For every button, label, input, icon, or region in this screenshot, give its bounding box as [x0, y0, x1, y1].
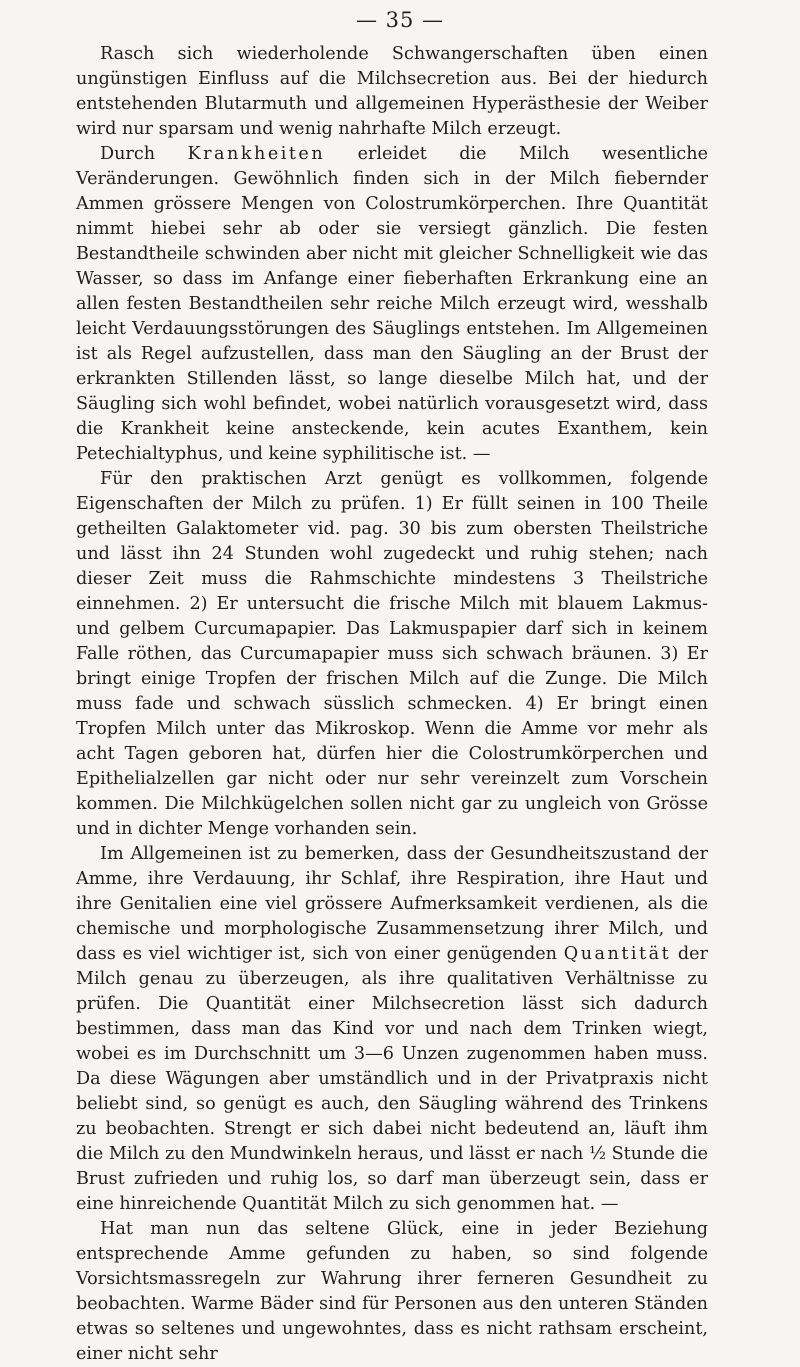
paragraph-text: erleidet die Milch wesentliche Veränderungen. Gewöhnlich finden sich in der Milch fiebernder Ammen grössere Mengen von Colostrumkörperchen. Ihre Quantität nimmt hiebei sehr ab oder sie versiegt gänzlich. Die festen Bestandtheile schwinden aber nicht mit gleicher Schnelligkeit wie das Wasser, so dass im Anfange einer fieberhaften Erkrankung eine an allen festen Bestandtheilen sehr reiche Milch erzeugt wird, wesshalb leicht Verdauungsstörungen des Säuglings entstehen. Im Allgemeinen ist als Regel aufzustellen, dass man den Säugling an der Brust der erkrankten Stillenden lässt, so lange dieselbe Milch hat, und der Säugling sich wohl befindet, wobei natürlich vorausgesetzt wird, dass die Krankheit keine ansteckende, kein acutes Exanthem, kein Petechialtyphus, und keine syphilitische ist. —: [76, 144, 708, 464]
body-text: [76, 42, 708, 1367]
emphasized-word: Krankheiten: [187, 144, 326, 164]
page-number: — 35 —: [355, 8, 445, 32]
paragraph-precautions: [76, 1217, 708, 1367]
emphasized-word: Quantität: [563, 944, 672, 964]
paragraph-lead: Durch: [100, 144, 188, 164]
paragraph-text: Für den praktischen Arzt genügt es vollkommen, folgende Eigenschaften der Milch zu prüfen. 1) Er füllt seinen in 100 Theile getheilten Galaktometer vid. pag. 30 bis zum obersten Theilstriche und lässt ihn 24 Stunden wohl zugedeckt und ruhig stehen; nach dieser Zeit muss die Rahmschichte mindestens 3 Theilstriche einnehmen. 2) Er untersucht die frische Milch mit blauem Lakmus- und gelbem Curcumapapier. Das Lakmuspapier darf sich in keinem Falle röthen, das Curcumapapier muss sich schwach bräunen. 3) Er bringt einige Tropfen der frischen Milch auf die Zunge. Die Milch muss fade und schwach süsslich schmecken. 4) Er bringt einen Tropfen Milch unter das Mikroskop. Wenn die Amme vor mehr als acht Tagen geboren hat, dürfen hier die Colostrumkörperchen und Epithelialzellen gar nicht oder nur sehr vereinzelt zum Vorschein kommen. Die Milchkügelchen sollen nicht gar zu ungleich von Grösse und in dichter Menge vorhanden sein.: [76, 469, 708, 839]
paragraph-text: der Milch genau zu überzeugen, als ihre qualitativen Verhältnisse zu prüfen. Die Quantität einer Milchsecretion lässt sich dadurch bestimmen, dass man das Kind vor und nach dem Trinken wiegt, wobei es im Durchschnitt um 3—6 Unzen zugenommen haben muss. Da diese Wägungen aber umständlich und in der Privatpraxis nicht beliebt sind, so genügt es auch, den Säugling während des Trinkens zu beobachten. Strengt er sich dabei nicht bedeutend an, läuft ihm die Milch zu den Mundwinkeln heraus, und lässt er nach ½ Stunde die Brust zufrieden und ruhig los, so darf man überzeugt sein, dass er eine hinreichende Quantität Milch zu sich genommen hat. —: [76, 944, 708, 1214]
paragraph-health-quantity: [76, 842, 708, 1217]
paragraph-text: Rasch sich wiederholende Schwangerschaften üben einen ungünstigen Einfluss auf die Milchsecretion aus. Bei der hiedurch entstehenden Blutarmuth und allgemeinen Hyperästhesie der Weiber wird nur sparsam und wenig nahrhafte Milch erzeugt.: [76, 44, 708, 139]
paragraph-text: Hat man nun das seltene Glück, eine in jeder Beziehung entsprechende Amme gefunden zu haben, so sind folgende Vorsichtsmassregeln zur Wahrung ihrer ferneren Gesundheit zu beobachten. Warme Bäder sind für Personen aus den unteren Ständen etwas so seltenes und ungewohntes, dass es nicht rathsam erscheint, einer nicht sehr: [76, 1219, 708, 1364]
paragraph-milk-tests: [76, 467, 708, 842]
paragraph-lead: Im Allgemeinen ist zu bemerken, dass der Gesundheitszustand der Amme, ihre Verdauung, ihr Schlaf, ihre Respiration, ihre Haut und ihre Genitalien eine viel grössere Aufmerksamkeit verdienen, als die chemische und morphologische Zusammensetzung ihrer Milch, und dass es viel wichtiger ist, sich von einer genügenden: [76, 844, 708, 964]
paragraph-pregnancy: [76, 42, 708, 142]
paragraph-diseases: [76, 142, 708, 467]
